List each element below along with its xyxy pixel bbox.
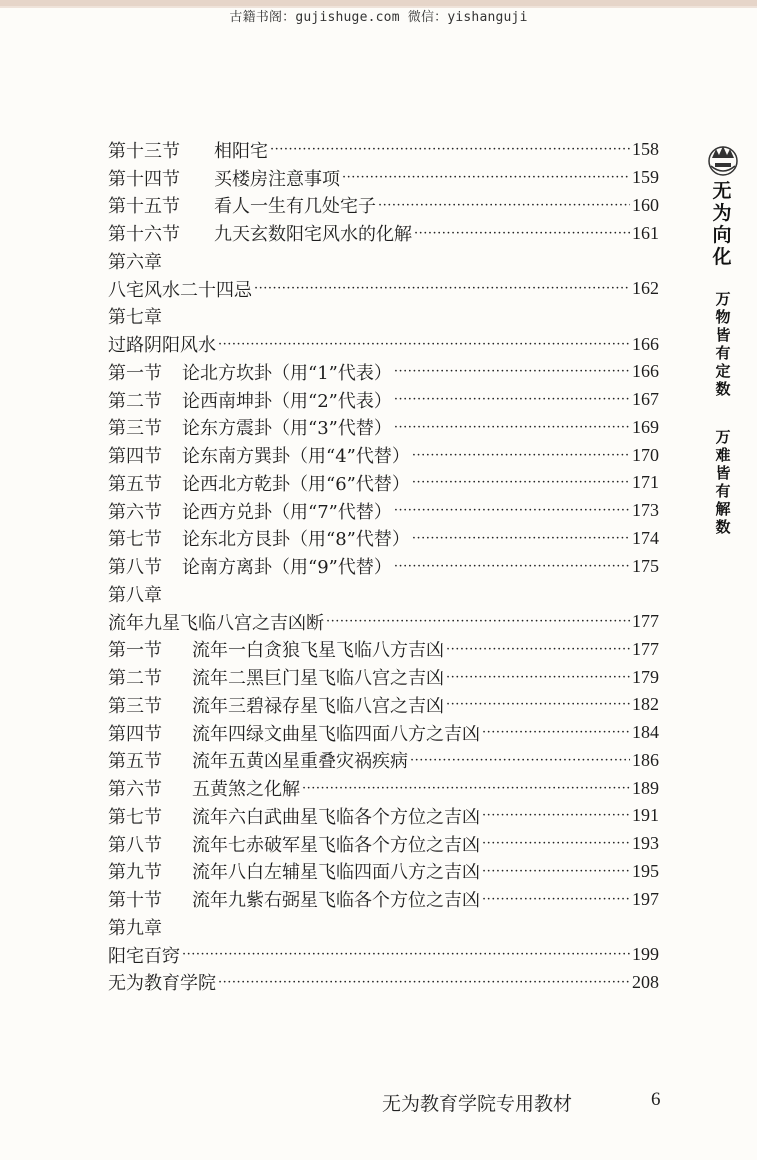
toc-entry (108, 830, 659, 858)
toc-section-number: 第八节 (108, 557, 162, 579)
toc-entry (108, 608, 659, 636)
header-watermark: 古籍书阁：gujishuge.com 微信：yishanguji (229, 10, 528, 25)
page-number: 6 (651, 1089, 661, 1110)
toc-page-number: 208 (632, 971, 659, 992)
toc-entry-label (108, 192, 376, 218)
toc-title: 买楼房注意事项 (214, 168, 340, 190)
sidebar-title-char: 向 (712, 224, 732, 246)
sidebar-motto-char: 物 (715, 308, 731, 326)
toc-leader-dots (342, 170, 630, 185)
toc-leader-dots (394, 392, 630, 407)
toc-section-number: 第三节 (108, 418, 162, 440)
toc-entry-label (108, 636, 444, 662)
toc-section-number: 第七节 (108, 529, 162, 551)
toc-leader-dots (378, 198, 630, 213)
toc-entry-label (108, 137, 268, 163)
toc-entry-label (108, 969, 216, 995)
toc-leader-dots (414, 226, 630, 241)
toc-title: 五黄煞之化解 (192, 779, 300, 801)
toc-entry-label (108, 858, 480, 884)
toc-entry (108, 247, 659, 275)
sidebar-motto-char: 解 (715, 500, 731, 518)
toc-entry-label (108, 442, 410, 468)
toc-entry (108, 136, 659, 164)
toc-entry (108, 552, 659, 580)
sidebar-motto-char: 万 (715, 290, 731, 308)
toc-entry-label (108, 692, 444, 718)
toc-section-number: 第四节 (108, 723, 162, 745)
footer-text: 无为教育学院专用教材 (382, 1093, 573, 1115)
toc-entry-label (108, 553, 392, 579)
toc-entry (108, 858, 659, 886)
toc-section-number: 第十四节 (108, 168, 180, 190)
toc-title: 流年六白武曲星飞临各个方位之吉凶 (192, 806, 480, 828)
toc-leader-dots (326, 614, 630, 629)
toc-title: 过路阴阳风水 (108, 335, 216, 357)
toc-title: 流年九星飞临八宫之吉凶断 (108, 612, 324, 634)
toc-entry (108, 358, 659, 386)
toc-entry (108, 719, 659, 747)
toc-leader-dots (394, 364, 630, 379)
toc-section-number: 第十六节 (108, 224, 180, 246)
table-of-contents (108, 136, 659, 996)
toc-page-number: 177 (632, 611, 659, 632)
toc-entry-label (108, 414, 392, 440)
sidebar-motto-1 (712, 290, 734, 398)
toc-title: 流年三碧禄存星飞临八宫之吉凶 (192, 695, 444, 717)
toc-title: 流年四绿文曲星飞临四面八方之吉凶 (192, 723, 480, 745)
toc-entry-label (108, 914, 162, 940)
toc-title: 流年五黄凶星重叠灾祸疾病 (192, 751, 408, 773)
sidebar-motto-char: 定 (715, 362, 731, 380)
toc-title: 第六章 (108, 251, 162, 273)
toc-entry-label (108, 942, 180, 968)
toc-title: 论东方震卦（用“3”代替） (182, 418, 392, 440)
toc-page-number: 197 (632, 888, 659, 909)
toc-leader-dots (412, 531, 630, 546)
toc-leader-dots (482, 864, 630, 879)
toc-page-number: 166 (632, 361, 659, 382)
sidebar-title-char: 无 (712, 180, 732, 202)
toc-page-number: 186 (632, 749, 659, 770)
sidebar-motto-char: 有 (715, 344, 731, 362)
toc-leader-dots (446, 670, 630, 685)
toc-page-number: 184 (632, 722, 659, 743)
toc-leader-dots (270, 142, 630, 157)
toc-page-number: 174 (632, 527, 659, 548)
toc-entry (108, 774, 659, 802)
toc-title: 流年七赤破军星飞临各个方位之吉凶 (192, 834, 480, 856)
toc-page-number: 193 (632, 833, 659, 854)
toc-leader-dots (254, 281, 630, 296)
toc-section-number: 第十三节 (108, 140, 180, 162)
toc-entry-label (108, 498, 392, 524)
toc-page-number: 169 (632, 416, 659, 437)
toc-section-number: 第六节 (108, 501, 162, 523)
toc-leader-dots (482, 892, 630, 907)
toc-title: 看人一生有几处宅子 (214, 196, 376, 218)
toc-entry-label (108, 803, 480, 829)
toc-entry (108, 275, 659, 303)
toc-entry-label (108, 470, 410, 496)
toc-leader-dots (412, 475, 630, 490)
toc-title: 流年一白贪狼飞星飞临八方吉凶 (192, 640, 444, 662)
sidebar-motto-char: 皆 (715, 326, 731, 344)
toc-entry-label (108, 331, 216, 357)
toc-section-number: 第五节 (108, 751, 162, 773)
toc-title: 第八章 (108, 584, 162, 606)
toc-page-number: 161 (632, 222, 659, 243)
sidebar-title-char: 为 (712, 202, 732, 224)
toc-entry-label (108, 525, 410, 551)
toc-entry-label (108, 720, 480, 746)
toc-leader-dots (412, 448, 630, 463)
toc-entry-label (108, 886, 480, 912)
toc-title: 九天玄数阳宅风水的化解 (214, 224, 412, 246)
sidebar-title-char: 化 (712, 246, 732, 268)
toc-entry (108, 414, 659, 442)
toc-title: 第七章 (108, 307, 162, 329)
toc-leader-dots (218, 975, 630, 990)
sidebar-title (709, 180, 735, 268)
toc-leader-dots (410, 753, 630, 768)
toc-entry-label (108, 165, 340, 191)
toc-title: 流年九紫右弼星飞临各个方位之吉凶 (192, 890, 480, 912)
toc-entry (108, 663, 659, 691)
toc-title: 论东北方艮卦（用“8”代替） (182, 529, 410, 551)
toc-section-number: 第九节 (108, 862, 162, 884)
toc-page-number: 160 (632, 194, 659, 215)
toc-entry-label (108, 664, 444, 690)
toc-leader-dots (394, 420, 630, 435)
toc-title: 无为教育学院 (108, 973, 216, 995)
toc-entry (108, 441, 659, 469)
toc-page-number: 175 (632, 555, 659, 576)
toc-section-number: 第三节 (108, 695, 162, 717)
sidebar-motto-2 (712, 428, 734, 536)
toc-entry-label (108, 303, 162, 329)
toc-page-number: 177 (632, 638, 659, 659)
sidebar-motto-char: 万 (715, 428, 731, 446)
toc-section-number: 第十节 (108, 890, 162, 912)
sidebar-motto-char: 皆 (715, 464, 731, 482)
toc-entry-label (108, 747, 408, 773)
toc-entry (108, 802, 659, 830)
sidebar-motto-char: 难 (715, 446, 731, 464)
toc-section-number: 第二节 (108, 668, 162, 690)
toc-title: 论西方兑卦（用“7”代替） (182, 501, 392, 523)
toc-entry (108, 636, 659, 664)
toc-leader-dots (302, 781, 630, 796)
toc-leader-dots (446, 642, 630, 657)
sidebar-motto-char: 数 (715, 380, 731, 398)
toc-section-number: 第一节 (108, 640, 162, 662)
toc-entry-label (108, 831, 480, 857)
toc-page-number: 159 (632, 167, 659, 188)
toc-section-number: 第四节 (108, 446, 162, 468)
toc-entry (108, 497, 659, 525)
toc-leader-dots (394, 503, 630, 518)
toc-page-number: 173 (632, 500, 659, 521)
toc-entry-label (108, 775, 300, 801)
toc-title: 流年八白左辅星飞临四面八方之吉凶 (192, 862, 480, 884)
toc-entry (108, 580, 659, 608)
toc-entry (108, 164, 659, 192)
toc-section-number: 第八节 (108, 834, 162, 856)
crown-logo-icon (704, 142, 742, 178)
toc-entry (108, 691, 659, 719)
toc-title: 阳宅百窍 (108, 945, 180, 967)
toc-entry (108, 941, 659, 969)
toc-entry (108, 192, 659, 220)
toc-entry-label (108, 387, 392, 413)
toc-section-number: 第七节 (108, 806, 162, 828)
toc-entry-label (108, 220, 412, 246)
toc-entry (108, 386, 659, 414)
toc-entry (108, 913, 659, 941)
toc-leader-dots (218, 337, 630, 352)
toc-page-number: 199 (632, 944, 659, 965)
toc-entry (108, 969, 659, 997)
toc-title: 第九章 (108, 917, 162, 939)
toc-section-number: 第二节 (108, 390, 162, 412)
toc-title: 论西北方乾卦（用“6”代替） (182, 473, 410, 495)
toc-page-number: 170 (632, 444, 659, 465)
toc-entry (108, 303, 659, 331)
toc-entry-label (108, 609, 324, 635)
toc-entry-label (108, 581, 162, 607)
toc-page-number: 195 (632, 860, 659, 881)
toc-entry-label (108, 359, 392, 385)
toc-page-number: 158 (632, 139, 659, 160)
toc-title: 相阳宅 (214, 140, 268, 162)
toc-entry (108, 885, 659, 913)
toc-section-number: 第一节 (108, 362, 162, 384)
toc-leader-dots (182, 947, 630, 962)
toc-title: 流年二黑巨门星飞临八宫之吉凶 (192, 668, 444, 690)
toc-section-number: 第五节 (108, 473, 162, 495)
toc-leader-dots (482, 725, 630, 740)
toc-page-number: 191 (632, 805, 659, 826)
toc-page-number: 167 (632, 389, 659, 410)
toc-section-number: 第六节 (108, 779, 162, 801)
toc-page-number: 166 (632, 333, 659, 354)
toc-page-number: 171 (632, 472, 659, 493)
toc-leader-dots (482, 836, 630, 851)
toc-page-number: 189 (632, 777, 659, 798)
toc-entry-label (108, 276, 252, 302)
toc-title: 论北方坎卦（用“1”代表） (182, 362, 392, 384)
toc-title: 论东南方巽卦（用“4”代替） (182, 446, 410, 468)
toc-entry (108, 219, 659, 247)
toc-title: 论南方离卦（用“9”代替） (182, 557, 392, 579)
toc-page-number: 162 (632, 278, 659, 299)
toc-entry (108, 330, 659, 358)
toc-page-number: 179 (632, 666, 659, 687)
toc-entry (108, 469, 659, 497)
sidebar-motto-char: 数 (715, 518, 731, 536)
toc-title: 论西南坤卦（用“2”代表） (182, 390, 392, 412)
toc-entry-label (108, 248, 162, 274)
toc-leader-dots (394, 559, 630, 574)
toc-title: 八宅风水二十四忌 (108, 279, 252, 301)
toc-page-number: 182 (632, 694, 659, 715)
toc-leader-dots (446, 697, 630, 712)
toc-entry (108, 747, 659, 775)
toc-leader-dots (482, 808, 630, 823)
toc-entry (108, 525, 659, 553)
toc-section-number: 第十五节 (108, 196, 180, 218)
sidebar-motto-char: 有 (715, 482, 731, 500)
